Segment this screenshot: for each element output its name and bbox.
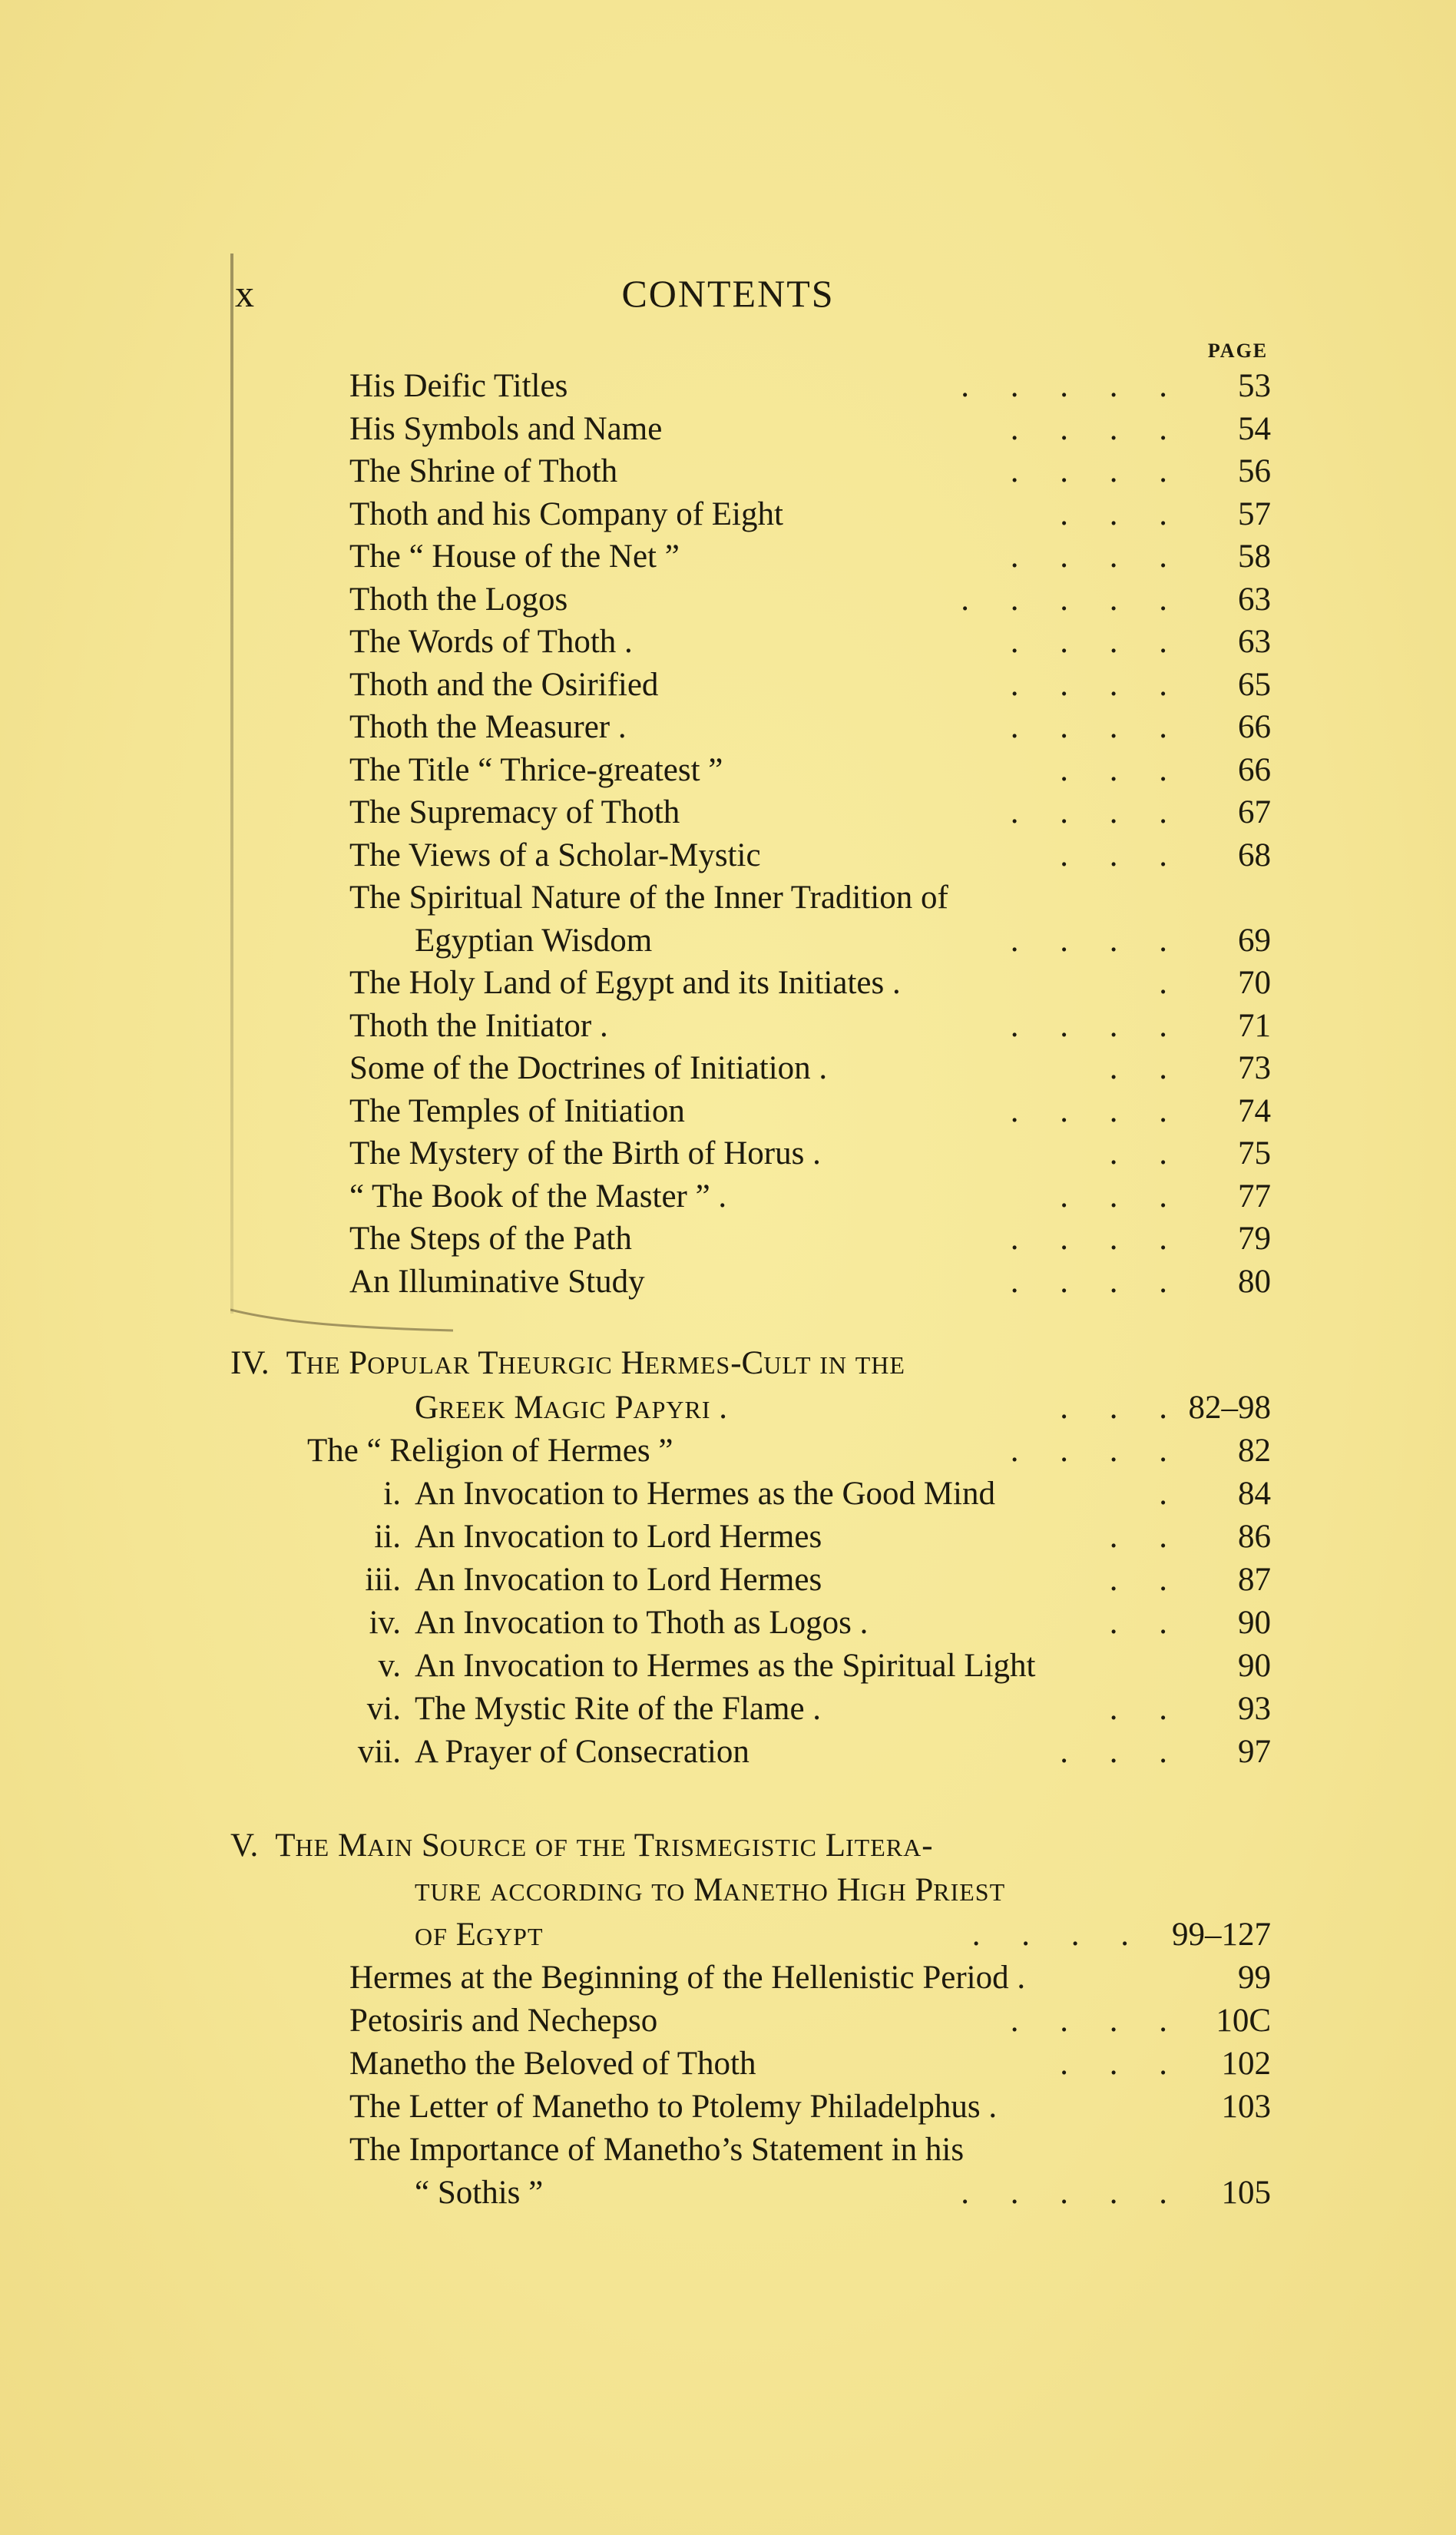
page-numeral: x [235,272,254,315]
page-number: 86 [1238,1519,1271,1555]
page-number: 57 [1238,495,1271,532]
page-number: 71 [1238,1007,1271,1044]
toc-entry [0,666,1456,704]
page-number: 82 [1238,1433,1271,1469]
page-number: 99 [1238,1960,1271,1996]
leader-dots: . . . . [1010,666,1167,703]
page-number: 10C [1216,2003,1271,2039]
page-number: 67 [1238,794,1271,830]
page-number: 97 [1238,1734,1271,1770]
toc-entry [0,410,1456,449]
toc-entry [0,367,1456,406]
entry-title: The Letter of Manetho to Ptolemy Philadelphus . [349,2089,998,2125]
chapter-page-range: 99–127 [1172,1917,1271,1953]
page-number: 56 [1238,453,1271,489]
leader-dots: . . . . [1010,453,1167,489]
entry-title: The “ House of the Net ” [349,538,680,575]
toc-entry [0,581,1456,619]
page-number: 63 [1238,581,1271,618]
entry-numeral: ii. [374,1519,401,1555]
page-number: 73 [1238,1050,1271,1086]
leader-dots: . . . [1060,2046,1167,2082]
leader-dots: . . . [1060,837,1167,873]
entry-title: His Deific Titles [349,368,568,404]
page-number: 70 [1238,965,1271,1001]
entry-title: An Invocation to Hermes as the Good Mind [415,1476,995,1512]
chapter-title-line: THE MAIN SOURCE OF THE TRISMEGISTIC LITERA- [275,1828,933,1864]
entry-title: The “ Religion of Hermes ” [307,1433,673,1469]
entry-numeral: iii. [365,1562,401,1598]
entry-title: “ The Book of the Master ” . [349,1178,727,1214]
entry-title: The Words of Thoth . [349,624,633,660]
toc-entry [0,2131,1456,2169]
chapter-heading-line: TURE ACCORDING TO MANETHO HIGH PRIEST [415,1872,1006,1908]
page-number: 80 [1238,1263,1271,1300]
entry-title: A Prayer of Consecration [415,1734,750,1770]
chapter-heading-line [230,1827,933,1867]
toc-entry [0,708,1456,747]
toc-entry [0,2088,1456,2126]
entry-title: Hermes at the Beginning of the Hellenistic Period . [349,1960,1026,1996]
chapter-heading-line [230,1344,905,1384]
toc-entry [0,1007,1456,1045]
entry-title: The Spiritual Nature of the Inner Tradition of [349,880,948,916]
entry-numeral: i. [383,1476,401,1512]
toc-entry [0,1049,1456,1088]
entry-title: Manetho the Beloved of Thoth [349,2046,756,2082]
leader-dots: . . . [1060,1734,1167,1770]
entry-title: “ Sothis ” [415,2175,544,2211]
entry-title: His Symbols and Name [349,410,663,447]
leader-dots: . . . [1060,1178,1167,1214]
leader-dots: . . . . [971,1917,1129,1953]
chapter-numeral: V. [230,1828,259,1864]
leader-dots: . . . . . [961,2175,1167,2211]
entry-title: The Shrine of Thoth [349,453,618,489]
toc-entry [0,964,1456,1002]
page-number: 79 [1238,1221,1271,1257]
toc-entry [0,1959,1456,1997]
page-number: 58 [1238,538,1271,575]
leader-dots: . [1159,1476,1167,1512]
toc-entry [0,1561,1456,1599]
leader-dots: . . . . [1010,2003,1167,2039]
leader-dots: . . [1109,1691,1167,1727]
leader-dots: . . [1109,1562,1167,1598]
page-number: 65 [1238,666,1271,703]
toc-entry [0,2045,1456,2083]
toc-entry [0,1263,1456,1301]
toc-entry [0,1733,1456,1771]
page-number: 102 [1221,2046,1271,2082]
chapter-heading-line: GREEK MAGIC PAPYRI . [415,1390,727,1426]
chapter-heading-line: OF EGYPT [415,1917,544,1953]
leader-dots: . . . . . [961,368,1167,404]
entry-title: An Illuminative Study [349,1263,645,1300]
toc-entry [0,1690,1456,1728]
leader-dots: . . . . [1010,794,1167,830]
leader-dots: . . [1109,1050,1167,1086]
toc-entry [0,1092,1456,1131]
leader-dots: . . . . [1010,538,1167,575]
toc-entry [0,837,1456,875]
toc-entry [0,1647,1456,1685]
toc-entry [0,1178,1456,1216]
page-number: 54 [1238,410,1271,447]
page-column-label: PAGE [1207,340,1269,362]
leader-dots: . . . . . [961,581,1167,618]
toc-entry [0,538,1456,576]
page-number: 68 [1238,837,1271,873]
entry-title: The Title “ Thrice-greatest ” [349,751,723,788]
toc-entry [0,922,1456,960]
entry-title: Egyptian Wisdom [415,922,653,959]
page-number: 90 [1238,1605,1271,1641]
entry-title: Petosiris and Nechepso [349,2003,658,2039]
leader-dots: . . . . [1010,1092,1167,1129]
entry-numeral: v. [378,1648,401,1684]
page-number: 90 [1238,1648,1271,1684]
toc-entry [0,2174,1456,2212]
leader-dots: . . . . [1010,1221,1167,1257]
page-number: 66 [1238,751,1271,788]
entry-numeral: vii. [357,1734,401,1770]
toc-entry [0,1475,1456,1513]
entry-title: An Invocation to Thoth as Logos . [415,1605,869,1641]
leader-dots: . . . . [1010,1007,1167,1044]
entry-title: Thoth and his Company of Eight [349,495,783,532]
leader-dots: . . [1109,1605,1167,1641]
leader-dots: . . . [1060,751,1167,788]
entry-title: The Mystic Rite of the Flame . [415,1691,822,1727]
toc-entry [0,1518,1456,1556]
entry-title: An Invocation to Lord Hermes [415,1519,822,1555]
page-number: 69 [1238,922,1271,959]
page-number: 75 [1238,1135,1271,1171]
page-number: 66 [1238,709,1271,745]
toc-entry [0,623,1456,661]
toc-entry [0,1604,1456,1642]
entry-title: The Holy Land of Egypt and its Initiates . [349,965,901,1001]
running-head: CONTENTS [621,272,835,315]
leader-dots: . . . . [1010,1433,1167,1469]
entry-title: An Invocation to Hermes as the Spiritual Light [415,1648,1036,1684]
page-number: 53 [1238,368,1271,404]
leader-dots: . . . . [1010,624,1167,660]
page-number: 103 [1221,2089,1271,2125]
page-number: 63 [1238,624,1271,660]
page-number: 84 [1238,1476,1271,1512]
entry-title: An Invocation to Lord Hermes [415,1562,822,1598]
leader-dots: . . . . [1010,709,1167,745]
entry-title: Thoth the Logos [349,581,568,618]
entry-numeral: vi. [366,1691,401,1727]
toc-entry [0,794,1456,832]
entry-title: The Importance of Manetho’s Statement in his [349,2132,965,2168]
toc-entry [0,452,1456,491]
page-number: 87 [1238,1562,1271,1598]
chapter-page-range: 82–98 [1188,1390,1271,1426]
toc-entry [0,1135,1456,1173]
entry-numeral: iv. [369,1605,401,1641]
page-number: 74 [1238,1092,1271,1129]
page-number: 77 [1238,1178,1271,1214]
leader-dots: . . [1109,1519,1167,1555]
leader-dots: . . . [1060,1390,1167,1426]
toc-entry [0,495,1456,534]
chapter-numeral: IV. [230,1345,270,1381]
toc-entry [0,751,1456,790]
entry-title: The Steps of the Path [349,1221,632,1257]
entry-title: The Mystery of the Birth of Horus . [349,1135,821,1171]
toc-entry [0,2002,1456,2040]
entry-title: Thoth and the Osirified [349,666,659,703]
entry-title: The Temples of Initiation [349,1092,685,1129]
chapter-title-line: THE POPULAR THEURGIC HERMES-CULT IN THE [286,1345,905,1381]
leader-dots: . . . [1060,495,1167,532]
leader-dots: . [1159,965,1167,1001]
toc-entry [0,1220,1456,1258]
leader-dots: . . . . [1010,1263,1167,1300]
leader-dots: . . . . [1010,410,1167,447]
entry-title: The Supremacy of Thoth [349,794,680,830]
toc-entry [0,879,1456,917]
leader-dots: . . . . [1010,922,1167,959]
ink-swash-decoration [230,1306,461,1337]
leader-dots: . . [1109,1135,1167,1171]
toc-entry [0,1432,1456,1470]
entry-title: Some of the Doctrines of Initiation . [349,1050,828,1086]
entry-title: The Views of a Scholar-Mystic [349,837,761,873]
entry-title: Thoth the Measurer . [349,709,627,745]
page-number: 93 [1238,1691,1271,1727]
entry-title: Thoth the Initiator . [349,1007,608,1044]
page-number: 105 [1221,2175,1271,2211]
